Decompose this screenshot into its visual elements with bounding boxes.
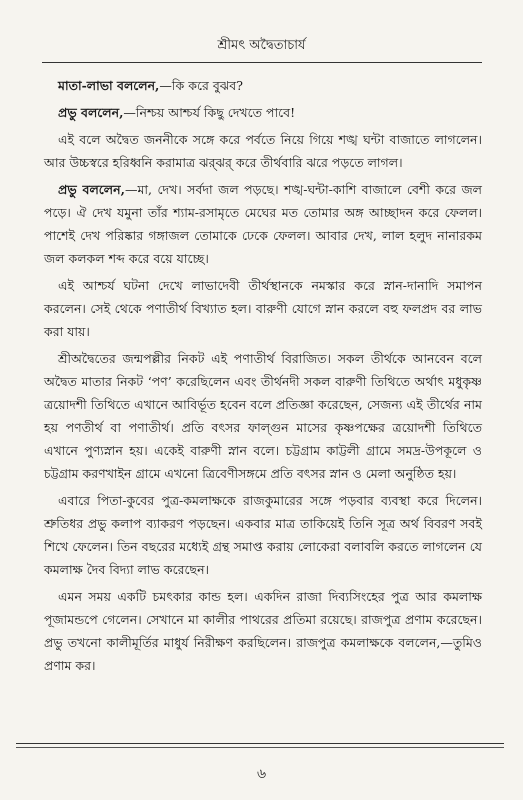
speaker-label: প্রভু বললেন, (58, 182, 125, 197)
paragraph-text: —মা, দেখ। সর্বদা জল পড়ছে। শঙ্খ-ঘন্টা-কাশি বাজালে বেশী করে জল পড়ে। ঐ দেখ যমুনা তাঁর শ্যাম-রসামৃতে মেঘের মত তোমার অঙ্গ আচ্ছাদন করে ফেলল। পাশেই দেখ পরিষ্কার গঙ্গাজল তোমাকে ঢেকে ফেলল। আবার দেখ, লাল হলুদ নানারকম জল কলকল শব্দ করে বয়ে যাচ্ছে। (44, 182, 482, 266)
paragraph-text: —কি করে বুঝব? (159, 78, 243, 93)
speaker-label: মাতা-লাভা বললেন, (58, 78, 160, 93)
running-header: শ্রীমৎ অদ্বৈতাচার্য (217, 38, 306, 53)
paragraph-text: এই বলে অদ্বৈত জননীকে সঙ্গে করে পর্বতে নিয়ে গিয়ে শঙ্খ ঘন্টা বাজাতে লাগলেন। আর উচ্চস্বরে হরিধ্বনি করামাত্র ঝর্‌ঝর্‌ করে তীর্থবারি ঝরে পড়তে লাগল। (44, 132, 482, 170)
paragraph (44, 489, 482, 581)
paragraph (44, 178, 482, 270)
paragraph (44, 274, 482, 343)
paragraph (44, 347, 482, 485)
speaker-label: প্রভু বললেন, (58, 105, 124, 120)
paragraph-text: এই আশ্চর্য ঘটনা দেখে লাভাদেবী তীর্থস্থানকে নমস্কার করে স্নান-দানাদি সমাপন করলেন। সেই থেকে পণাতীর্থ বিখ্যাত হল। বারুণী যোগে স্নান করলে বহু ফলপ্রদ বর লাভ করা যায়। (44, 278, 482, 339)
footer-rule-thin (16, 747, 504, 748)
paragraph-text: —নিশ্চয় আশ্চর্য কিছু দেখতে পাবে! (123, 105, 296, 120)
paragraph-text: শ্রীঅদ্বৈতের জন্মপল্লীর নিকট এই পণাতীর্থ বিরাজিত। সকল তীর্থকে আনবেন বলে অদ্বৈত মাতার নিকট ‘পণ’ করেছিলেন এবং তীর্থনদী সকল বারুণী তিথিতে অর্থাৎ মধুকৃষ্ণ ত্রয়োদশী তিথিতে এখানে আবির্ভূত হবেন বলে প্রতিজ্ঞা করেছেন, সেজন্য এই তীর্থের নাম হয় পণতীর্থ বা পণাতীর্থ। প্রতি বৎসর ফাল্গুন মাসের কৃষ্ণপক্ষের ত্রয়োদশী তিথিতে এখানে পুণ্যস্নান হয়। একেই বারুণী স্নান বলে। চট্টগ্রাম কাট্টলী গ্রামে সমদ্র-উপকূলে ও চট্টগ্রাম করণখাইন গ্রামে এখনো ত্রিবেণীসঙ্গমে প্রতি বৎসর স্নান ও মেলা অনুষ্ঠিত হয়। (44, 351, 482, 481)
paragraph (44, 74, 482, 97)
paragraph-text: এমন সময় একটি চমৎকার কান্ড হল। একদিন রাজা দিব্যসিংহের পুত্র আর কমলাক্ষ পূজামন্ডপে গেলেন। সেখানে মা কালীর পাথরের প্রতিমা রয়েছে। রাজপুত্র প্রণাম করেছেন। প্রভু তখনো কালীমূর্তির মাধুর্য নিরীক্ষণ করছিলেন। রাজপুত্র কমলাক্ষকে বললেন,—তুমিও প্রণাম কর। (44, 589, 482, 673)
paragraph (44, 101, 482, 124)
paragraph (44, 585, 482, 677)
paragraph-text: এবারে পিতা-কুবের পুত্র-কমলাক্ষকে রাজকুমারের সঙ্গে পড়বার ব্যবস্থা করে দিলেন। শ্রুতিধর প্রভু কলাপ ব্যাকরণ পড়ছেন। একবার মাত্র তাকিয়েই তিনি সূত্র অর্থ বিবরণ সবই শিখে ফেলেন। তিন বছরের মধ্যেই গ্রন্থ সমাপ্ত করায় লোকেরা বলাবলি করতে লাগলেন যে কমলাক্ষ দৈব বিদ্যা লাভ করেছেন। (44, 493, 482, 577)
footer-rule (16, 743, 504, 744)
page-body (44, 74, 482, 681)
header-rule (42, 62, 482, 63)
paragraph (44, 128, 482, 174)
page-number: ৬ (256, 766, 267, 782)
